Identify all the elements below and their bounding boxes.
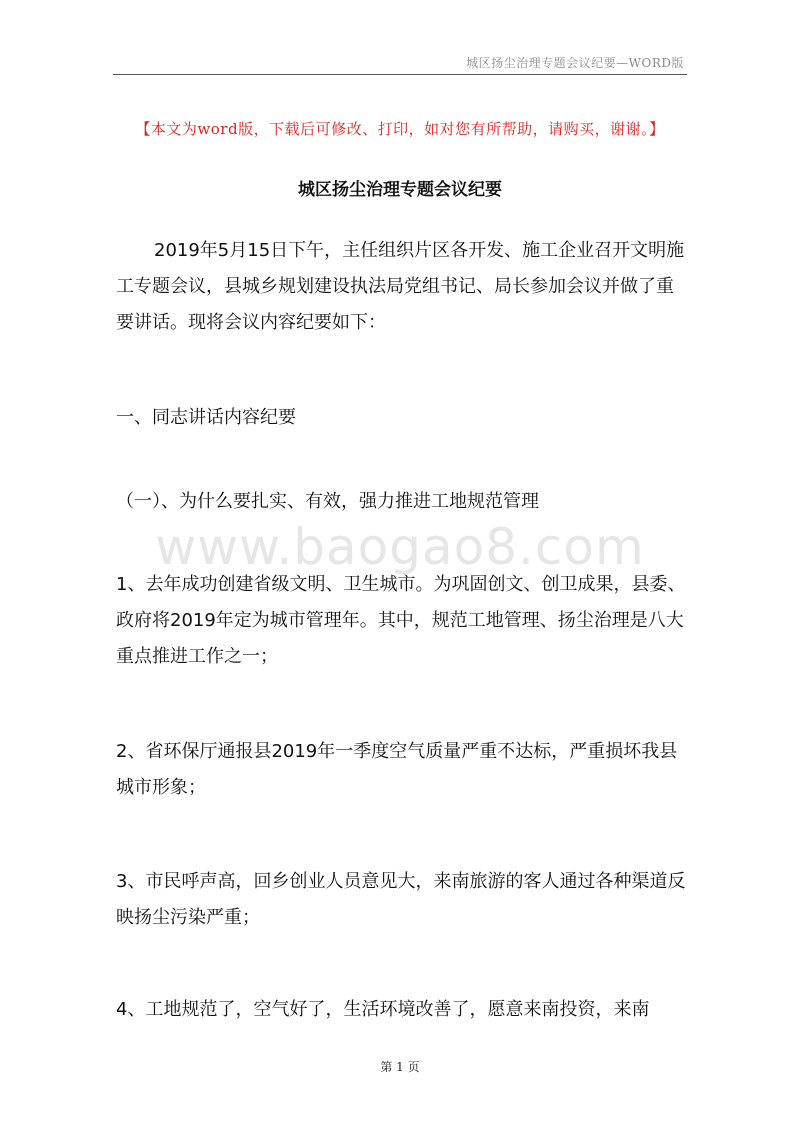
page-number: 第 1 页 [380,1060,420,1074]
purchase-notice: 【本文为word版，下载后可修改、打印，如对您有所帮助，请购买，谢谢。】 [135,120,665,138]
intro-paragraph: 2019年5月15日下午，主任组织片区各开发、施工企业召开文明施工专题会议，县城乡规划建设执法局党组书记、局长参加会议并做了重要讲话。现将会议内容纪要如下： [116,240,685,333]
document-title: 城区扬尘治理专题会议纪要 [298,180,502,200]
section-heading: 一、同志讲话内容纪要 [116,407,296,428]
list-item: 1、去年成功创建省级文明、卫生城市。为巩固创文、创卫成果，县委、政府将2019年定为城市管理年。其中，规范工地管理、扬尘治理是八大重点推进工作之一； [116,574,686,667]
running-header: 城区扬尘治理专题会议纪要—WORD版 [466,56,684,70]
subsection-heading: （一）、为什么要扎实、有效，强力推进工地规范管理 [116,491,539,512]
list-item: 4、工地规范了，空气好了，生活环境改善了，愿意来南投资，来南 [116,999,650,1020]
header-divider [113,74,687,75]
list-item: 2、省环保厅通报县2019年一季度空气质量严重不达标，严重损坏我县城市形象； [116,741,678,798]
watermark: www.baogao8.com [155,518,645,576]
list-item: 3、市民呼声高，回乡创业人员意见大，来南旅游的客人通过各种渠道反映扬尘污染严重； [116,871,686,928]
